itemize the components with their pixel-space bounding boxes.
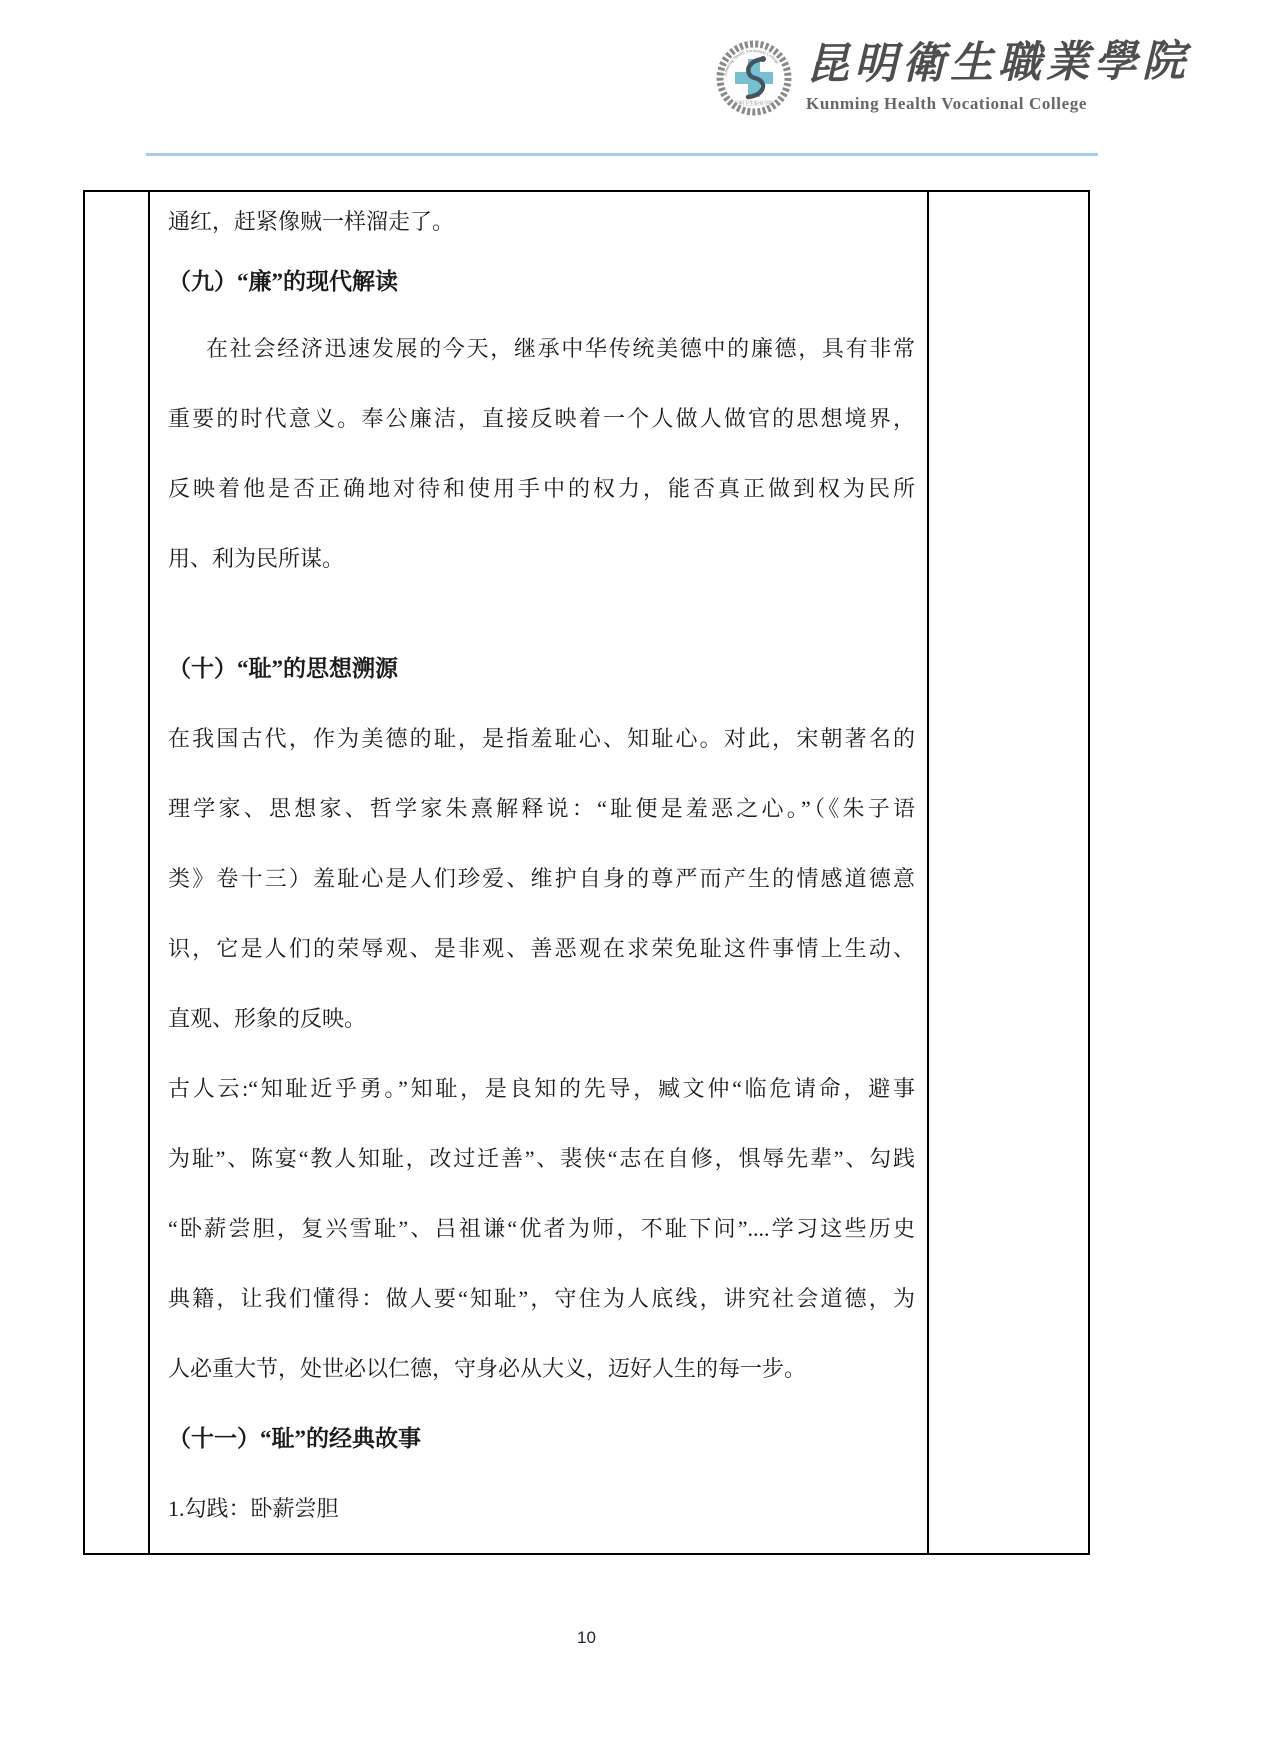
lesson-plan-table [83, 190, 1090, 1555]
college-titles [806, 38, 1190, 114]
table-left-column [85, 192, 150, 1553]
doc-line: 人必重大节，处世必以仁德，守身必从大义，迈好人生的每一步。 [168, 1356, 807, 1381]
doc-line: 反映着他是否正确地对待和使用手中的权力，能否真正做到权为民所 [168, 476, 915, 501]
doc-line: 典籍，让我们懂得：做人要“知耻”，守住为人底线，讲究社会道德，为 [168, 1286, 915, 1311]
doc-line: 用、利为民所谋。 [168, 546, 345, 571]
section-heading: （十一）“耻”的经典故事 [168, 1426, 421, 1451]
seal-top-text: Kunming Health Vocational College [722, 47, 781, 77]
table-content-column [150, 192, 927, 1553]
doc-line: 识，它是人们的荣辱观、是非观、善恶观在求荣免耻这件事情上生动、 [168, 936, 915, 961]
doc-line: 在我国古代，作为美德的耻，是指羞耻心、知耻心。对此，宋朝著名的 [168, 726, 915, 751]
page-number: 10 [577, 1628, 596, 1647]
doc-line: 通红，赶紧像贼一样溜走了。 [168, 209, 455, 234]
doc-line: 重要的时代意义。奉公廉洁，直接反映着一个人做人做官的思想境界， [168, 406, 915, 431]
header-divider-rule [146, 153, 1098, 156]
doc-line: 为耻”、陈宴“教人知耻，改过迁善”、裴侠“志在自修，惧辱先辈”、勾践 [168, 1146, 915, 1171]
doc-line: 1.勾践：卧薪尝胆 [168, 1496, 339, 1521]
doc-line: 类》卷十三）羞耻心是人们珍爱、维护自身的尊严而产生的情感道德意 [168, 866, 915, 891]
college-seal-icon [714, 38, 794, 118]
section-heading: （九）“廉”的现代解读 [168, 269, 398, 294]
doc-line: 在社会经济迅速发展的今天，继承中华传统美德中的廉德，具有非常 [206, 336, 915, 361]
college-name-calligraphy: 昆明衛生職業學院 [805, 38, 1191, 89]
page-footer [83, 1628, 1090, 1648]
college-name-english: Kunming Health Vocational College [806, 94, 1087, 113]
table-right-column [927, 192, 1088, 1553]
college-logo [714, 38, 1190, 118]
seal-bottom-text: 昆明卫生职业学院 [733, 102, 775, 107]
doc-line: 直观、形象的反映。 [168, 1006, 367, 1031]
section-heading: （十）“耻”的思想溯源 [168, 656, 398, 681]
doc-line: 古人云:“知耻近乎勇。”知耻，是良知的先导，臧文仲“临危请命，避事 [168, 1076, 915, 1101]
doc-line: 理学家、思想家、哲学家朱熹解释说：“耻便是羞恶之心。”（《朱子语 [168, 796, 915, 821]
doc-line: “卧薪尝胆，复兴雪耻”、吕祖谦“优者为师，不耻下问”....学习这些历史 [168, 1216, 915, 1241]
